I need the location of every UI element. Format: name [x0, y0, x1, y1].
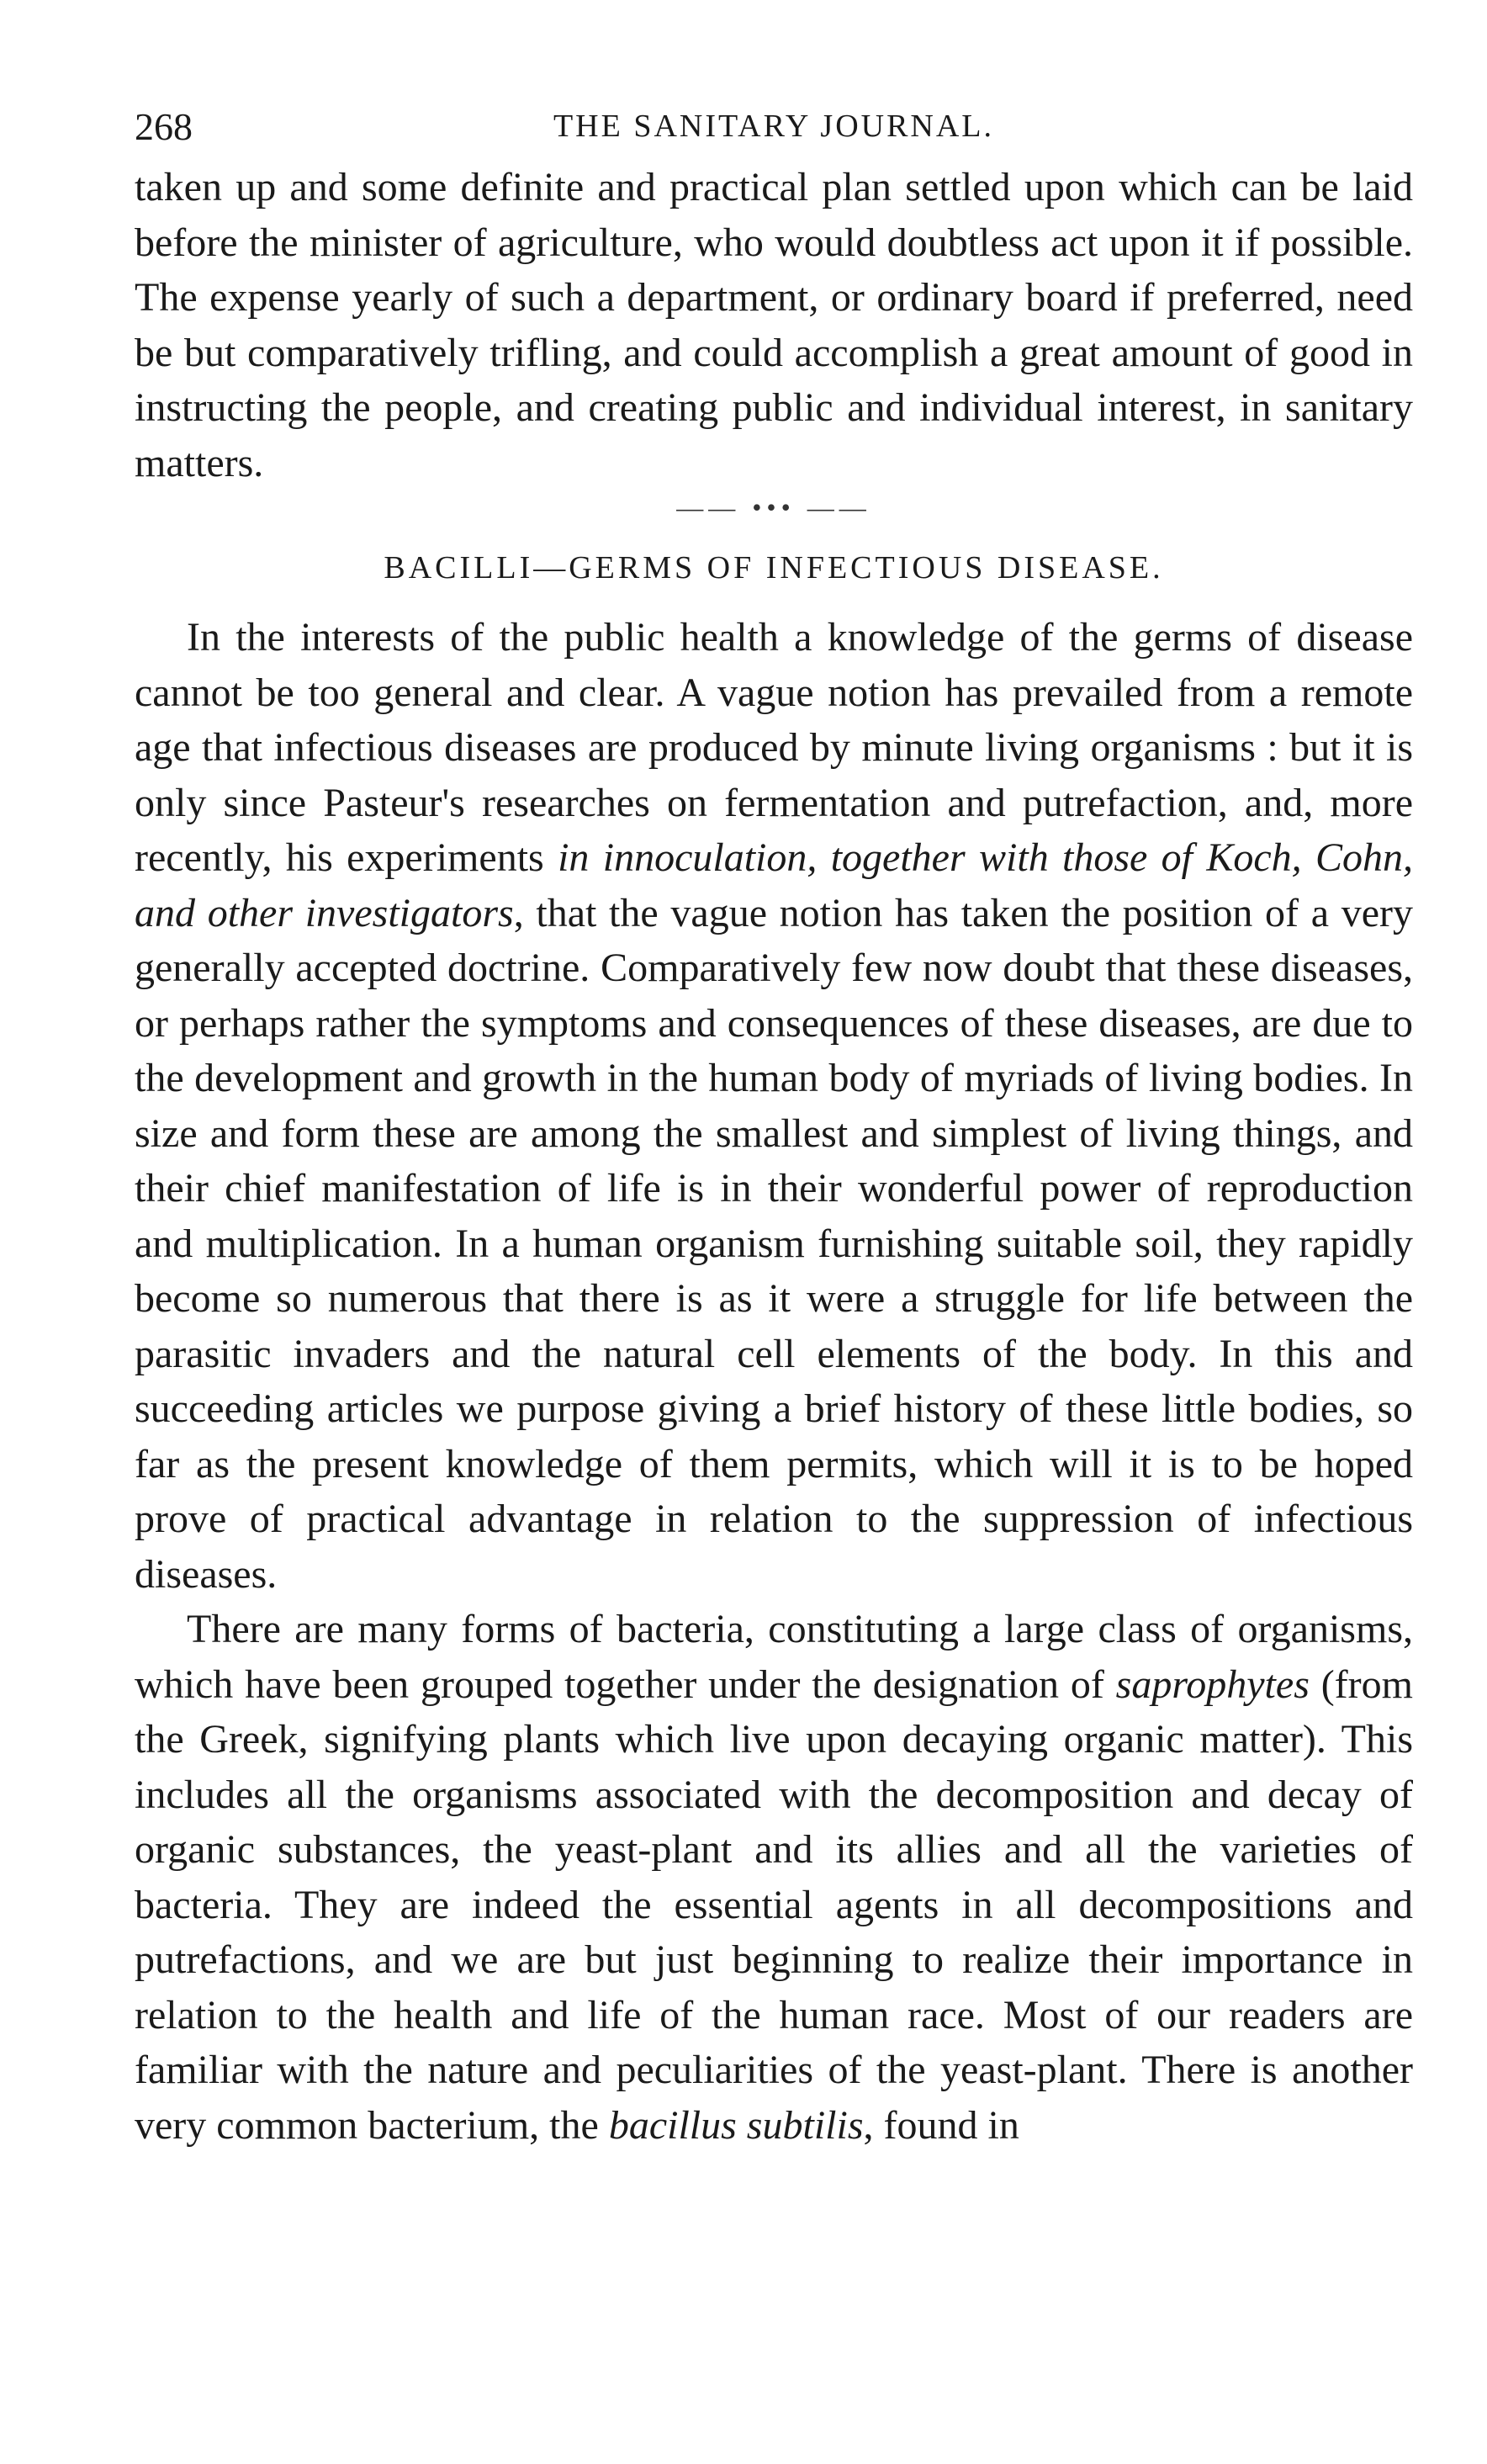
article-body: [135, 160, 1413, 2153]
paragraph-text: (from the Greek, signifying plants which live upon decaying organic matter). This includes all the organisms associated with the decomposition and decay of organic substances, the yeast-plant and its allies and all the varieties of bacteria. They are indeed the essential agents in all decompositions and putrefactions, and we are but just beginning to realize their importance in relation to the health and life of the human race. Most of our readers are familiar with the nature and peculiarities of the yeast-plant. There is another very common bacterium, the: [135, 1661, 1413, 2148]
paragraph-text: , found in: [863, 2102, 1019, 2148]
italic-term-bacillus-subtilis: bacillus subtilis: [608, 2102, 864, 2148]
italic-term-saprophytes: saprophytes: [1115, 1661, 1310, 1707]
intro-paragraph: taken up and some definite and practical plan settled upon which can be laid before the minister of agriculture, who would doubtless act upon it if possible. The expense yearly of such a department, or ordinary board if preferred, need be but comparatively trifling, and could accomplish a great amount of good in instructing the people, and creating public and individual interest, in sanitary matters.: [135, 165, 1413, 485]
section-separator: —— ••• ——: [676, 492, 871, 522]
paragraph-saprophytes: [135, 1602, 1413, 2153]
paragraph-text: There are many forms of bacteria, constituting a large class of organisms, which have been grouped together under the designation of: [135, 1607, 1413, 1707]
journal-page: [135, 93, 1413, 2153]
section-title: BACILLI—GERMS OF INFECTIOUS DISEASE.: [384, 550, 1164, 586]
running-title: THE SANITARY JOURNAL.: [553, 109, 995, 144]
paragraph-text: , that the vague notion has taken the position of a very generally accepted doctrine. Comparatively few now doubt that these diseases, or perhaps rather the symptoms and consequences of these diseases, are due to the development and growth in the human body of myriads of living bodies. In size and form these are among the smallest and simplest of living things, and their chief manifestation of life is in their wonderful power of reproduction and multiplication. In a human organism furnishing suitable soil, they rapidly become so numerous that there is as it were a struggle for life between the parasitic invaders and the natural cell elements of the body. In this and succeeding articles we purpose giving a brief history of these little bodies, so far as the present knowledge of them permits, which will it is to be hoped prove of practical advantage in relation to the suppression of infectious diseases.: [135, 890, 1414, 1597]
page-number: 268: [135, 105, 193, 148]
italic-text: in innoculation, together with those of Koch, Cohn, and other investigators: [135, 835, 1414, 935]
paragraph-text: In the interests of the public health a knowledge of the germs of disease cannot be too general and clear. A vague notion has prevailed from a remote age that infectious diseases are produced by minute living organisms : but it is only since Pasteur's researches on fermentation and putrefaction, and, more recently, his experiments: [135, 615, 1413, 880]
paragraph-germs-of-disease: [135, 610, 1413, 1602]
page-header: [135, 93, 1413, 160]
